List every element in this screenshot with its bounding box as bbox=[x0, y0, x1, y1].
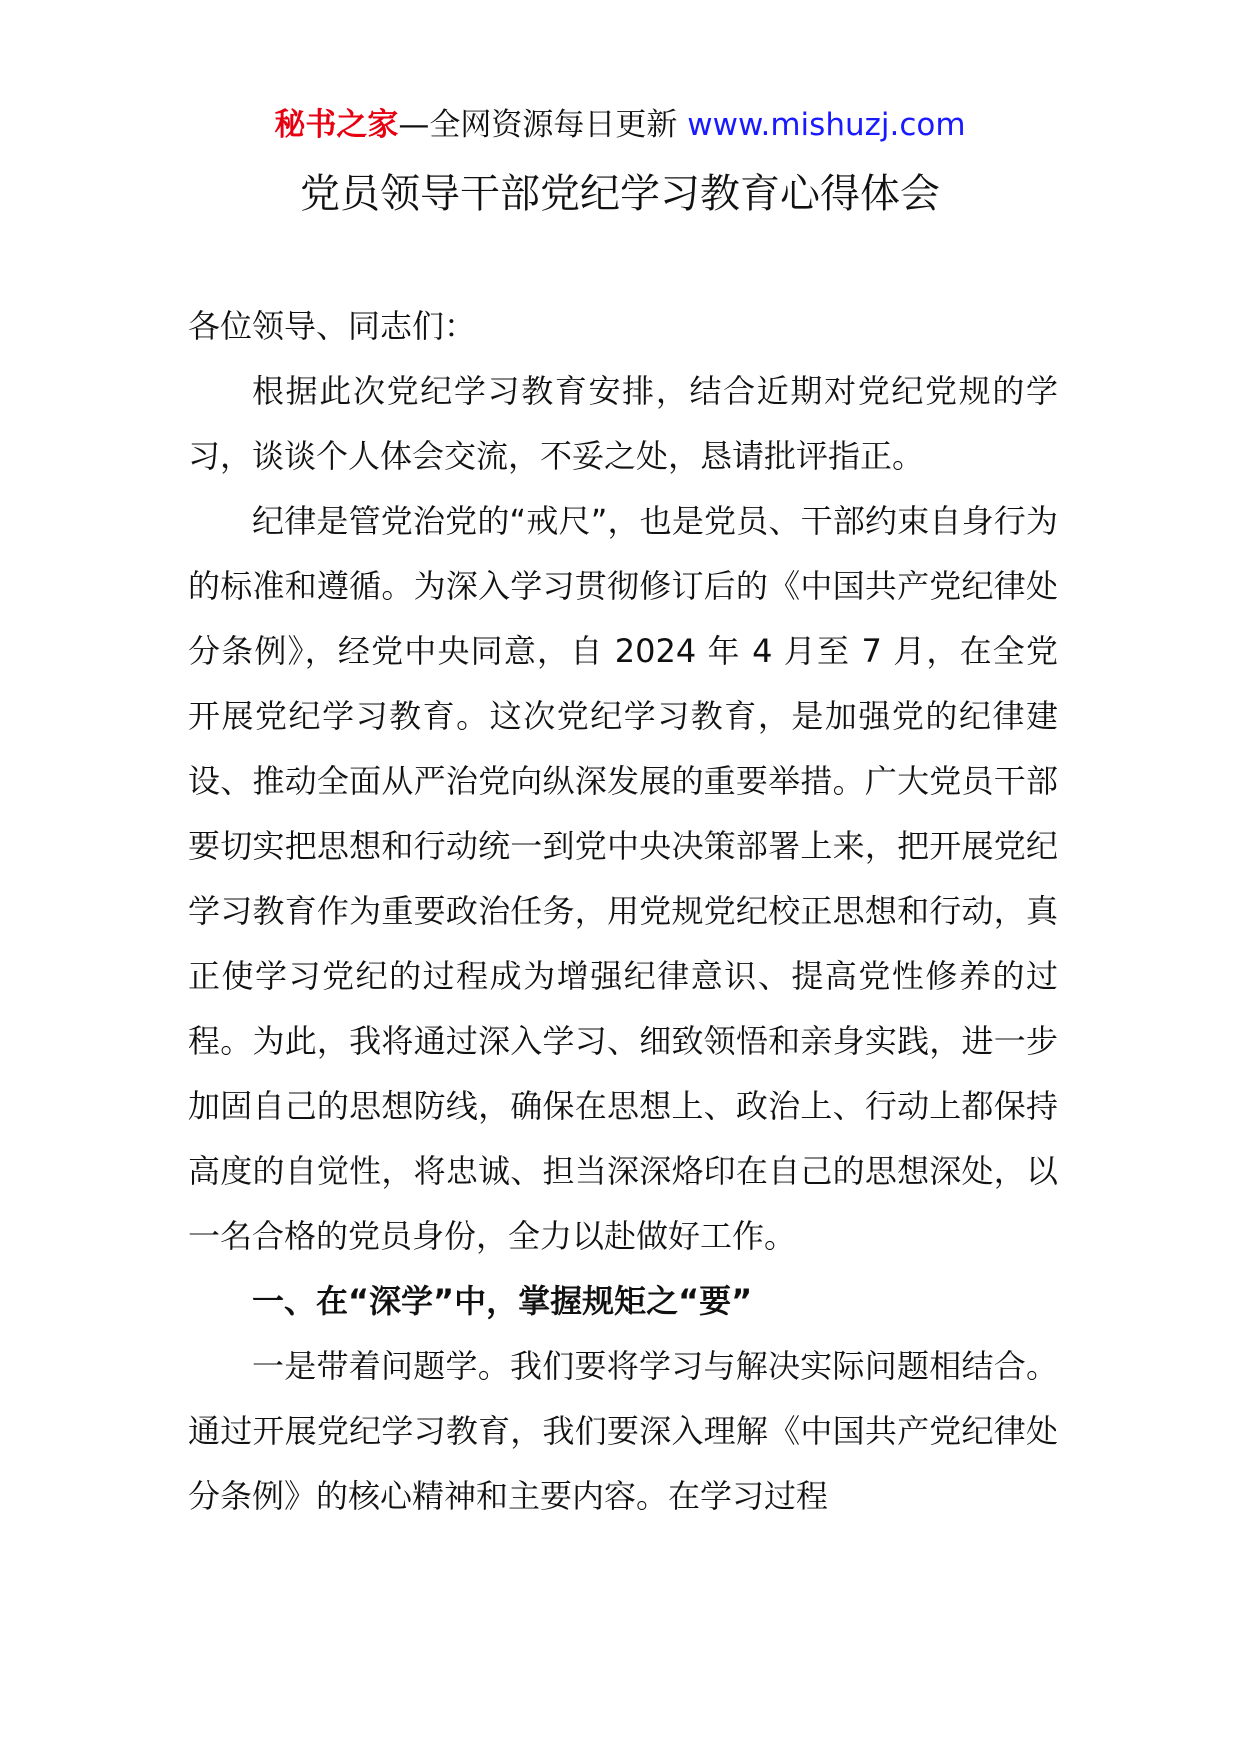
site-url-link[interactable]: www.mishuzj.com bbox=[687, 107, 966, 143]
paragraph-section-one: 一是带着问题学。我们要将学习与解决实际问题相结合。通过开展党纪学习教育，我们要深入理解《中国共产党纪律处分条例》的核心精神和主要内容。在学习过程 bbox=[188, 1347, 1058, 1515]
section-heading: 一、在“深学”中，掌握规矩之“要” bbox=[252, 1282, 753, 1320]
document-title: 党员领导干部党纪学习教育心得体会 bbox=[300, 171, 940, 217]
site-slogan: —全网资源每日更新 bbox=[398, 107, 678, 143]
site-brand: 秘书之家 bbox=[274, 107, 399, 143]
document-body bbox=[188, 294, 1058, 1529]
salutation: 各位领导、同志们： bbox=[188, 307, 477, 345]
paragraph-discipline: 纪律是管党治党的“戒尺”，也是党员、干部约束自身行为的标准和遵循。为深入学习贯彻修订后的《中国共产党纪律处分条例》，经党中央同意，自 2024 年 4 月至 7 月，在全党开展党纪学习教育。这次党纪学习教育，是加强党的纪律建设、推动全面从严治党向纵深发展的重要举措。广大党员干部要切实把思想和行动统一到党中央决策部署上来，把开展党纪学习教育作为重要政治任务，用党规党纪校正思想和行动，真正使学习党纪的过程成为增强纪律意识、提高党性修养的过程。为此，我将通过深入学习、细致领悟和亲身实践，进一步加固自己的思想防线，确保在思想上、政治上、行动上都保持高度的自觉性，将忠诚、担当深深烙印在自己的思想深处，以一名合格的党员身份，全力以赴做好工作。 bbox=[188, 502, 1058, 1255]
paragraph-intro: 根据此次党纪学习教育安排，结合近期对党纪党规的学习，谈谈个人体会交流，不妥之处，恳请批评指正。 bbox=[188, 372, 1058, 475]
site-header bbox=[0, 103, 1240, 147]
